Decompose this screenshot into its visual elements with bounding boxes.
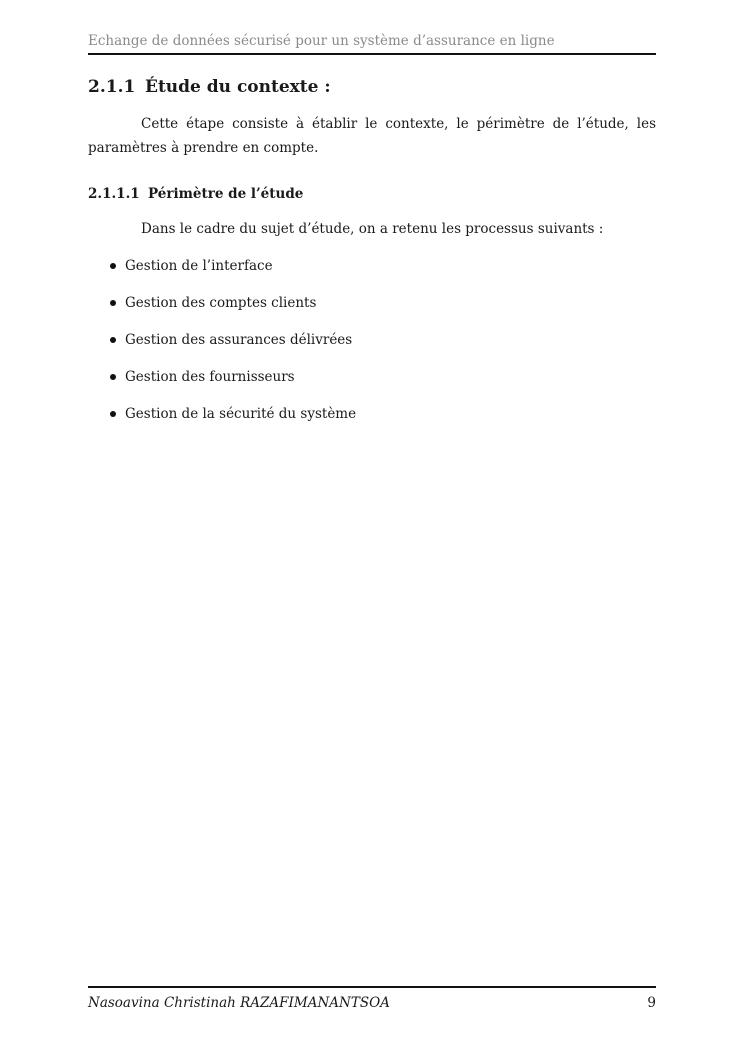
list-item-text: Gestion des assurances délivrées [125,332,353,348]
list-item [110,331,356,368]
subsection-number: 2.1.1.1 [88,186,140,202]
list-item-text: Gestion de l’interface [125,258,273,274]
bullet-icon [110,300,116,306]
bullet-icon [110,263,116,269]
bullet-icon [110,411,116,417]
page-number: 9 [647,995,656,1011]
list-item [110,257,356,294]
list-item-text: Gestion des comptes clients [125,295,317,311]
section-heading [88,76,331,98]
header-title: Echange de données sécurisé pour un système d’assurance en ligne [88,33,555,49]
list-item [110,294,356,331]
subsection-intro: Dans le cadre du sujet d’étude, on a retenu les processus suivants : [141,221,604,237]
list-item [110,405,356,442]
section-title: Étude du contexte : [145,77,331,97]
list-item-text: Gestion des fournisseurs [125,369,295,385]
footer-author: Nasoavina Christinah RAZAFIMANANTSOA [88,995,390,1011]
section-paragraph: Cette étape consiste à établir le contexte, le périmètre de l’étude, les paramètres à prendre en compte. [88,116,656,156]
bullet-icon [110,374,116,380]
list-item-text: Gestion de la sécurité du système [125,406,357,422]
page-header [88,32,656,55]
process-list [110,257,356,442]
page-footer [88,986,656,1012]
section-number: 2.1.1 [88,77,136,97]
bullet-icon [110,337,116,343]
subsection-title: Périmètre de l’étude [148,186,304,202]
list-item [110,368,356,405]
subsection-heading [88,185,303,203]
